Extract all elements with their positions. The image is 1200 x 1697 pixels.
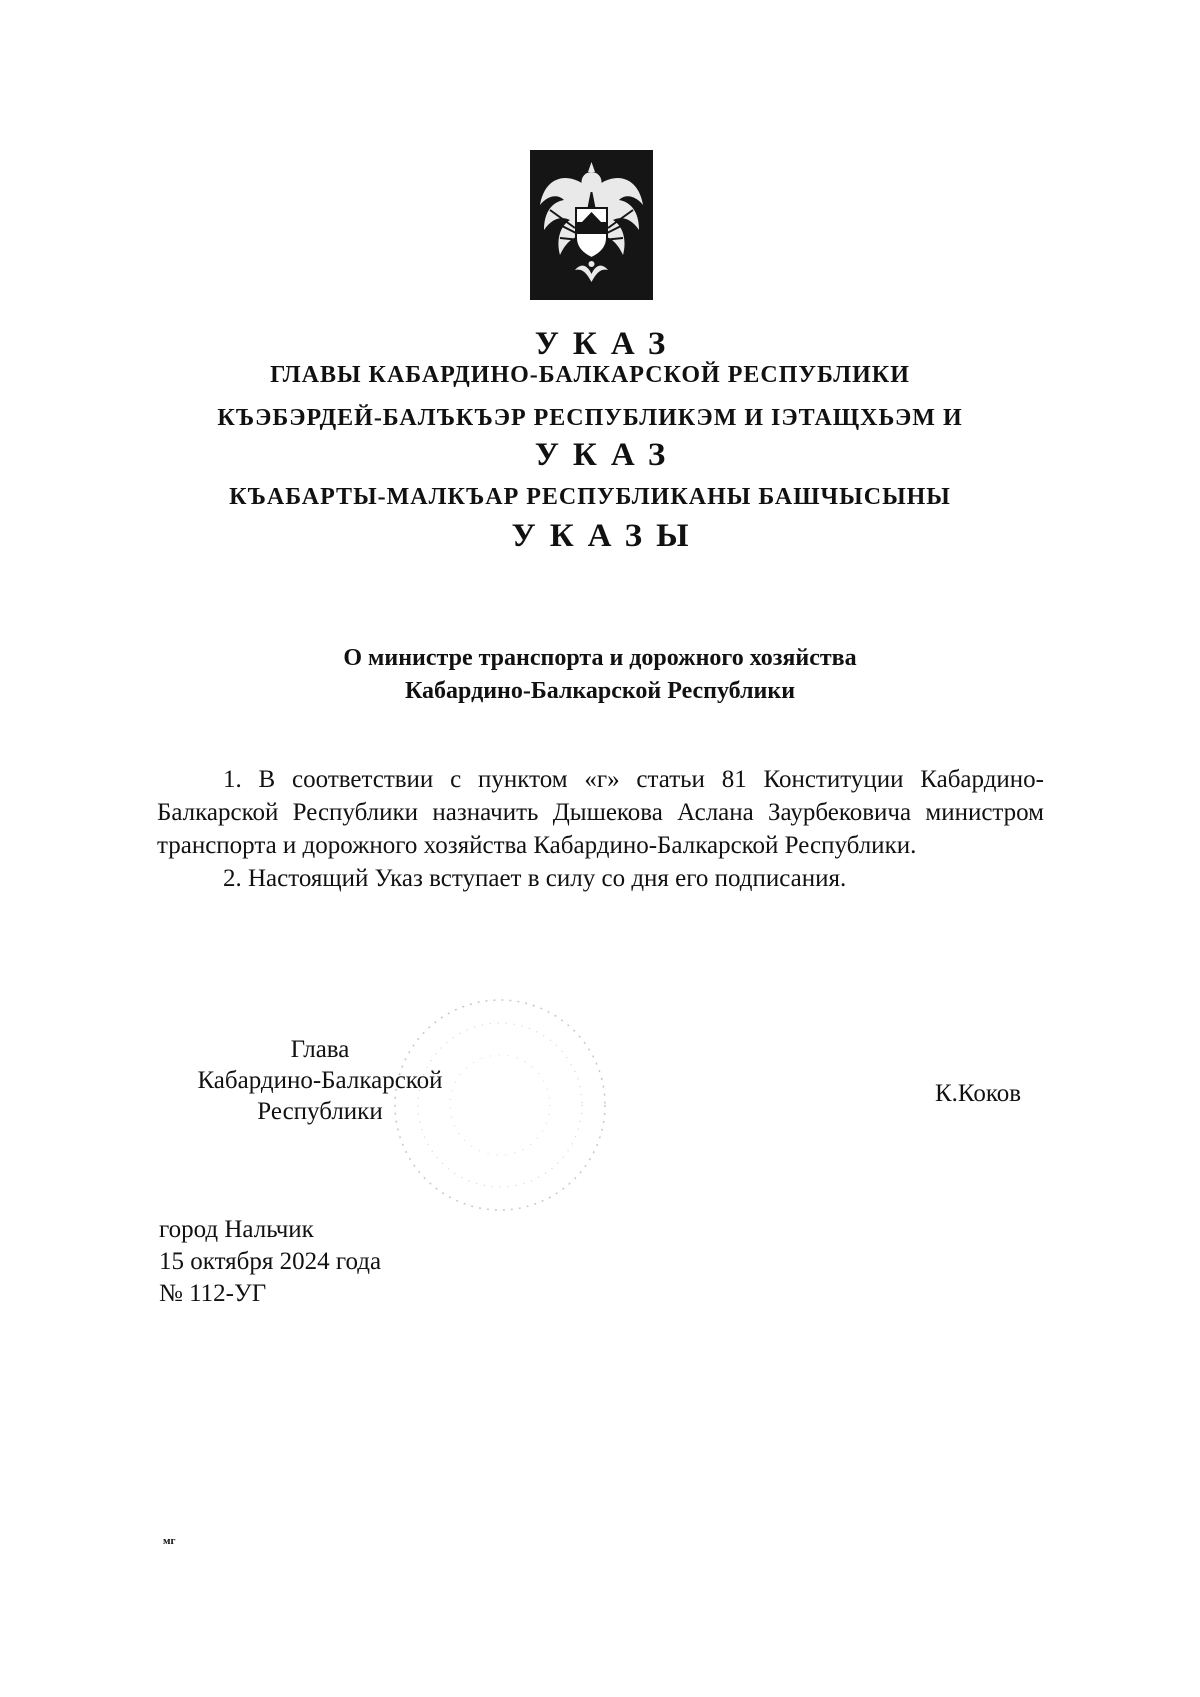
header-line-kabardian: КЪЭБЭРДЕЙ-БАЛЪКЪЭР РЕСПУБЛИКЭМ И ІЭТАЩХЬЭМ И [217,405,963,431]
decree-subject [0,642,1200,708]
signatory-title-line-2: Кабардино-Балкарской [197,1067,443,1094]
decree-city: город Нальчик [159,1216,314,1243]
decree-number: № 112-УГ [159,1280,267,1307]
decree-body [157,763,1044,895]
header-line-russian: ГЛАВЫ КАБАРДИНО-БАЛКАРСКОЙ РЕСПУБЛИКИ [270,362,910,388]
decree-details [159,1214,381,1310]
signatory-name: К.Коков [935,1080,1022,1107]
subject-line-1: О министре транспорта и дорожного хозяйства [343,645,857,671]
decree-title: УКАЗ [534,326,680,362]
executor-initials: мг [163,1535,176,1547]
decree-title-balkar: УКАЗЫ [511,518,703,554]
decree-date: 15 октября 2024 года [159,1248,382,1275]
signatory-title-line-1: Глава [290,1036,350,1063]
signatory-title-line-3: Республики [257,1098,383,1125]
body-paragraph-2: 2. Настоящий Указ вступает в силу со дня его подписания. [223,865,847,892]
decree-title-kabardian: УКАЗ [534,437,680,473]
subject-line-2: Кабардино-Балкарской Республики [404,678,796,704]
header-line-balkar: КЪАБАРТЫ-МАЛКЪАР РЕСПУБЛИКАНЫ БАШЧЫСЫНЫ [229,484,951,510]
body-paragraph-1: 1. В соответствии с пунктом «г» статьи 81 Конституции Кабардино-Балкарской Республики назначить Дышекова Аслана Заурбековича министром транспорта и дорожного хозяйства Кабардино-Балкарской Республики. [157,766,1044,859]
signatory-title [170,1034,470,1127]
coat-of-arms-icon [530,150,653,300]
